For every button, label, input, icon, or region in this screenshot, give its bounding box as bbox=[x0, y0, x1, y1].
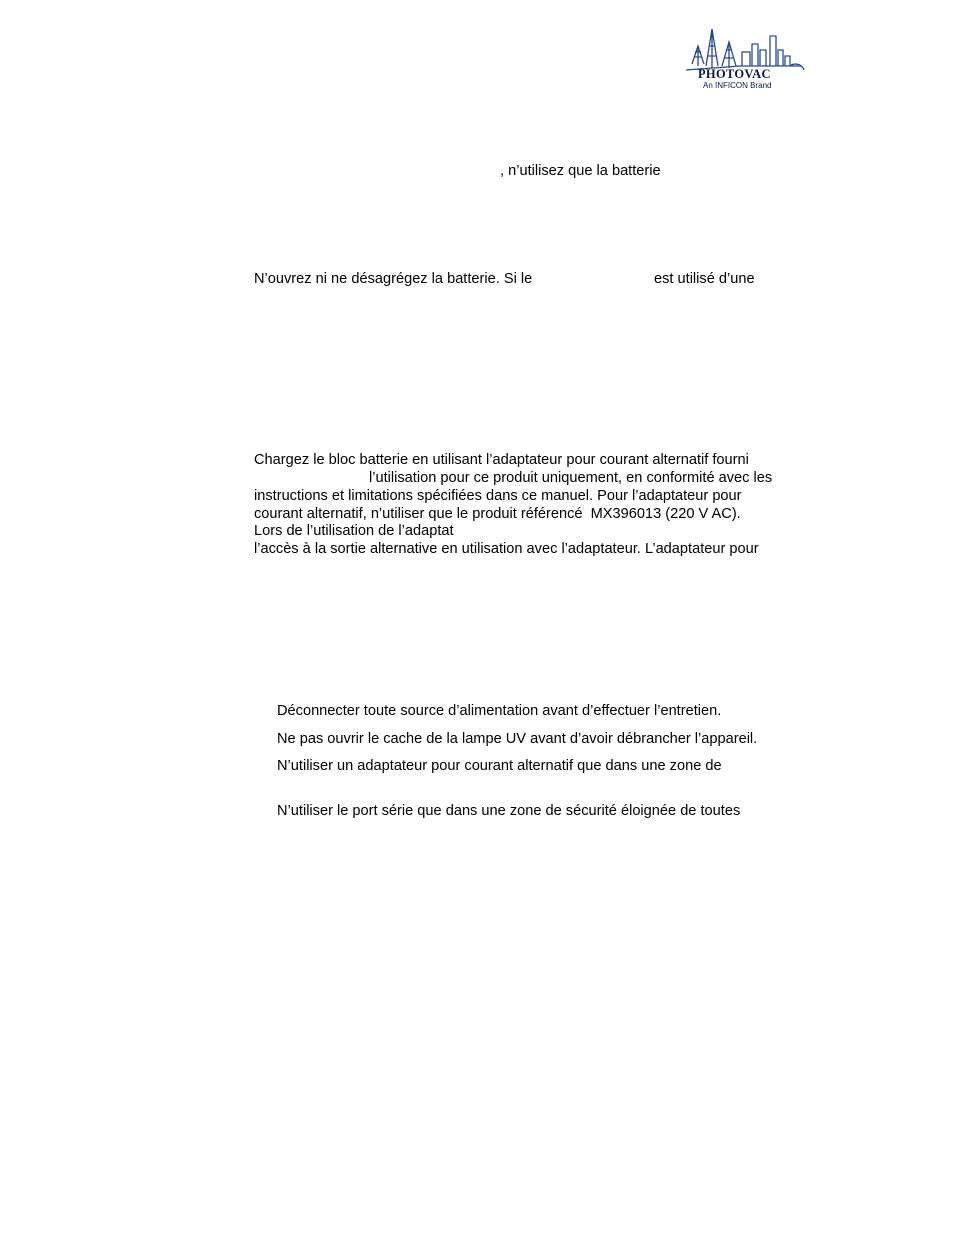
list-item: Ne pas ouvrir le cache de la lampe UV avant d’avoir débrancher l’appareil. bbox=[277, 731, 758, 747]
battery-usage-fragment: est utilisé d’une bbox=[654, 271, 755, 287]
paragraph-line: l’utilisation pour ce produit uniquement, en conformité avec les bbox=[369, 470, 773, 486]
paragraph-line: instructions et limitations spécifiées dans ce manuel. Pour l’adaptateur pour bbox=[254, 488, 742, 504]
logo-tagline: An INFICON Brand bbox=[703, 81, 772, 90]
paragraph-line: courant alternatif, n’utiliser que le produit référencé MX396013 (220 V AC). bbox=[254, 506, 741, 522]
battery-disassembly-text: N’ouvrez ni ne désagrégez la batterie. Si le bbox=[254, 271, 533, 287]
paragraph-line: Lors de l’utilisation de l’adaptat bbox=[254, 523, 454, 539]
paragraph-line: l’accès à la sortie alternative en utilisation avec l’adaptateur. L’adaptateur pour bbox=[254, 541, 759, 557]
paragraph-line: Chargez le bloc batterie en utilisant l’adaptateur pour courant alternatif fourni bbox=[254, 452, 749, 468]
logo-brand-name: PHOTOVAC bbox=[698, 67, 771, 81]
list-item: N’utiliser le port série que dans une zone de sécurité éloignée de toutes bbox=[277, 803, 741, 819]
photovac-logo bbox=[684, 26, 808, 92]
list-item: N’utiliser un adaptateur pour courant alternatif que dans une zone de bbox=[277, 758, 722, 774]
list-item: Déconnecter toute source d’alimentation avant d’effectuer l’entretien. bbox=[277, 703, 722, 719]
battery-warning-fragment: , n’utilisez que la batterie bbox=[500, 163, 661, 179]
